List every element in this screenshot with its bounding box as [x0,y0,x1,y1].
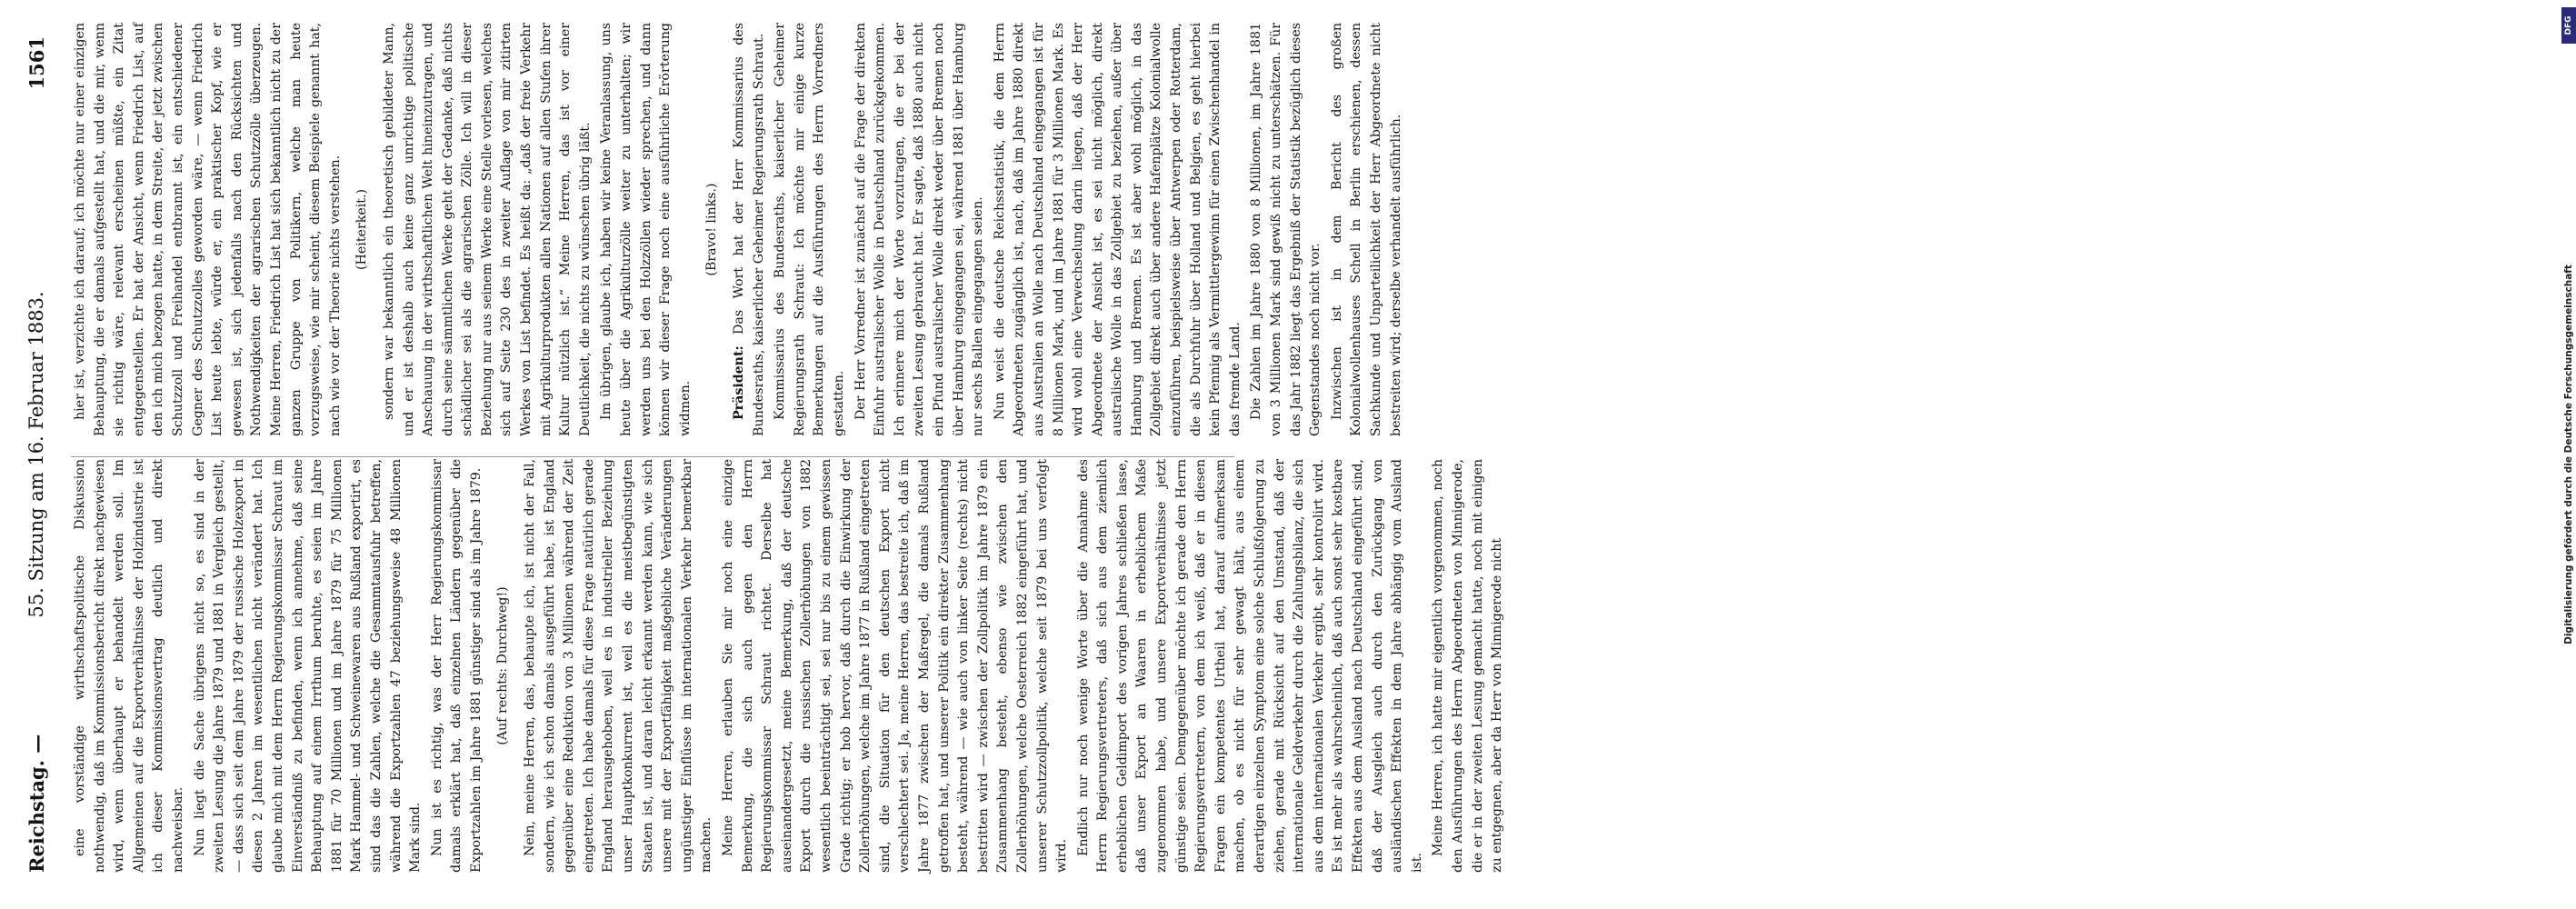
speaker-label: Präsident: [732,345,746,420]
right-column [71,23,1408,436]
page-header [20,36,56,873]
paragraph: Der Herr Vorredner ist zunächst auf die Frage der direkten Einfuhr australischer Wolle in Deutschland zurückgekommen. Ich erinnere mich der Worte vorzutragen, die er bei der zweiten Lesung gebraucht hat. Er sagte, daß 1880 auch nicht ein Pfund australischer Wolle direkt weder über Bremen noch über Hamburg eingegangen sei, während 1881 über Hamburg nur sechs Ballen eingegangen seien. [853,23,986,436]
header-page-number: 1561 [25,36,48,90]
paragraph: eine vorständige wirthschaftspolitische Diskussion nothwendig, daß im Kommissionsbericht direkt nachgewiesen wird, wenn überhaupt er behandelt werden soll. Im Allgemeinen auf die Exportverhältnisse der Holzindustrie ist ich dieser Kommissionsvertrag deutlich und direkt nachweisbar. [73,459,185,873]
paragraph: Nun liegt die Sache übrigens nicht so, es sind in der zweiten Lesung die Jahre 1879 und 1881 in Vergleich gestellt, — dass sich seit dem Jahre 1879 der russische Holzexport in diesen 2 Jahren im wesentlichen nicht verändert hat. Ich glaube mich mit dem Herrn Regierungskommissar Schraut im Einverständniß zu befinden, wenn ich annehme, daß seine Behauptung auf einem Irrthum beruhte, es seien im Jahre 1881 für 70 Millionen und im Jahre 1879 für 75 Millionen Mark Hammel- und Schweinewaren aus Rußland exportirt, es sind das die Zahlen, welche die Gesammtausfuhr betreffen, während die Exportzahlen 47 beziehungsweise 48 Millionen Mark sind. [192,459,424,873]
paragraph: hier ist, verzichte ich darauf; ich möchte nur einer einzigen Behauptung, die er damals aufgestellt hat, und die mir, wenn sie richtig wäre, relevant erscheinen müßte, ein Zitat entgegenstellen. Er hat der Ansicht, wenn Friedrich List, auf den ich mich bezogen hatte, in dem Streite, der jetzt zwischen Schutzzoll und Freihandel entbrannt ist, ein entschiedener Gegner des Schutzzolles geworden wäre, — wenn Friedrich List heute lebte, würde er, ein praktischer Kopf, wie er gewesen ist, sich jedenfalls nach den Rücksichten und Nothwendigkeiten der agrarischen Schutzzölle überzeugen. Meine Herren, Friedrich List hat sich bekanntlich nicht zu der ganzen Gruppe von Politikern, welche man heute vorzugsweise, wie mir scheint, diesem Beispiele genannt hat, nach wie vor der Theorie nichts verstehen. [73,23,343,436]
paragraph: Nun weist die deutsche Reichsstatistik, die dem Herrn Abgeordneten zugänglich ist, nach, daß im Jahre 1880 direkt aus Australien an Wolle nach Deutschland eingegangen ist für 8 Millionen Mark, und im Jahre 1881 für 3 Millionen Mark. Es wird wohl eine Verwechselung darin liegen, daß der Herr Abgeordnete der Ansicht ist, es sei nicht möglich, direkt australische Wolle in das Zollgebiet zu beziehen, außer über Hamburg und Bremen. Es ist aber wohl möglich, in das Zollgebiet direkt auch über andere Hafenplätze Kolonialwolle einzuführen, beispielsweise über Antwerpen oder Rotterdam, die als Durchfuhr über Holland und Belgien, es geht hierbei kein Pfennig als Vermittlergewinn für einen Zwischenhandel in das fremde Land. [992,23,1243,436]
interjection: (Heiterkeit.) [354,189,370,270]
paragraph: Endlich nur noch wenige Worte über die Annahme des Herrn Regierungsvertreters, daß sich aus dem ziemlich erheblichen Geldimport des vorigen Jahres schließen lasse, daß unser Export an Waaren in erheblichem Maße zugenommen habe, und unsere Exportverhältnisse jetzt günstige seien. Demgegenüber möchte ich gerade den Herrn Regierungsvertretern, von dem ich weiß, daß er in diesen Fragen ein kompetentes Urtheil hat, darauf aufmerksam machen, ob es nicht für sehr gewagt hält, aus einem derartigen einzelnen Symptom eine solche Schlußfolgerung zu ziehen, gerade mit Rücksicht auf den Umstand, daß der internationale Geldverkehr durch die Zahlungsbilanz, die sich aus dem internationalen Verkehr ergibt, sehr kontrolirt wird. Es ist mehr als wahrscheinlich, daß auch sonst sehr kostbare Effekten aus dem Ausland nach Deutschland eingeführt sind, daß der Ausgleich auch durch den Zurückgang von ausländischen Effekten in dem Jahre abhängig vom Ausland ist. [1075,459,1424,873]
president-paragraph [730,23,769,436]
paragraph: Meine Herren, ich hatte mir eigentlich vorgenommen, noch den Ausführungen des Herrn Abgeordneten von Minnigerode, die er in der zweiten Lesung gemacht hatte, noch mit einigen zu entgegnen, aber da Herr von Minnigerode nicht [1431,459,1505,873]
paragraph: Kommissarius des Bundesraths, kaiserlicher Geheimer Regierungsrath Schraut: Ich möchte mir einige kurze Bemerkungen auf die Ausführungen des Herrn Vorredners gestatten. [773,23,846,436]
paragraph: Meine Herren, erlauben Sie mir noch eine einzige Bemerkung, die sich auch gegen den Herrn Regierungskommissar Schraut richtet. Derselbe hat auseinandergesetzt, meine Bemerkung, daß der deutsche Export durch die russischen Zollerhöhungen von 1882 wesentlich beeinträchtigt sei, sei nur bis zu einem gewissen Grade richtig; er hob hervor, daß durch die Einwirkung der Zollerhöhungen, welche im Jahre 1877 in Rußland eingetreten sind, die Situation für den deutschen Export nicht verschlechtert sei. Ja, meine Herren, das bestreite ich, daß im Jahre 1877 zwischen der Maßregel, die damals Rußland getroffen hat, und unserer Politik ein direkter Zusammenhang besteht, während — wie auch von linker Seite (rechts) nicht bestritten wird — zwischen der Zollpolitik im Jahre 1879 ein Zusammenhang besteht, ebenso wie zwischen den Zollerhöhungen, welche Oesterreich 1882 eingeführt hat, und unserer Schutzzollpolitik, welche seit 1879 bei uns verfolgt wird. [721,459,1070,873]
header-journal: Reichstag. — [25,734,48,873]
speaker-text: Das Wort hat der Herr Kommissarius des Bundesraths, kaiserlicher Geheimer Regierungsrath Schraut. [732,23,766,436]
header-session: 55. Sitzung am 16. Februar 1883. [25,291,47,618]
funding-credit-text: Digitalisierung gefördert durch die Deutsche Forschungsgemeinschaft [2563,265,2574,644]
paragraph: Inzwischen ist in dem Bericht des großen Kolonialwollenhauses Schell in Berlin erschienen, dessen Sachkunde und Unparteilichkeit der Herr Abgeordnete nicht bestreiten wird; derselbe verhandelt ausführlich. [1329,23,1403,436]
column-divider [71,456,1234,457]
paragraph: Nein, meine Herren, das, behaupte ich, ist nicht der Fall, sondern, wie ich schon damals ausgeführt habe, ist England gegenüber eine Reduktion von 3 Millionen während der Zeit eingetreten. Ich habe damals für diese Frage natürlich gerade England herausgehoben, weil es in industrieller Beziehung unser Hauptkonkurrent ist, weil es die meistbegünstigten Staaten ist, und daran leicht erkannt werden kann, wie sich unsere mit der Exportfähigkeit maßgebliche Veränderungen ungünstiger Einflüsse im internationalen Verkehr bemerkbar machen. [523,459,714,873]
dfg-logo-icon: DFG [2561,7,2576,44]
paragraph: sondern war bekanntlich ein theoretisch gebildeter Mann, und er ist deshalb auch keine ganz unrichtige politische Anschauung in der wirthschaftlichen Welt hineinzutragen, und durch seine sämmtlichen Werke geht der Gedanke, daß nichts schädlicher sei als die agrarischen Zölle. Ich will in dieser Beziehung nur aus seinem Werke eine Stelle vorlesen, welches sich auf Seite 230 des in zweiter Auflage von mir zitirten Werkes von List befindet. Es heißt da: „daß der freie Verkehr mit Agrikulturprodukten allen Nationen auf allen Stufen ihrer Kultur nützlich ist.“ Meine Herren, das ist vor einer Deutlichkeit, die nichts zu wünschen übrig läßt. [381,23,593,436]
paragraph: Nun ist es richtig, was der Herr Regierungskommissar damals erklärt hat, daß einzelnen Ländern gegenüber die Exportzahlen im Jahre 1881 günstiger sind als im Jahre 1879. [429,459,484,873]
interjection: (Bravo! links.) [704,183,720,276]
paragraph: Die Zahlen im Jahre 1880 von 8 Millionen, im Jahre 1881 von 3 Millionen Mark sind gewiß nicht zu unterschätzen. Für das Jahr 1882 liegt das Ergebniß der Statistik bezüglich dieses Gegenstandes noch nicht vor. [1249,23,1323,436]
paragraph: Im übrigen, glaube ich, haben wir keine Veranlassung, uns heute über die Agrikulturzölle weiter zu unterhalten; wir werden uns bei den Holzzöllen wieder sprechen, und dann können wir dieser Frage noch eine ausführliche Erörterung widmen. [599,23,693,436]
interjection: (Auf rechts: Durchweg!) [495,586,511,745]
